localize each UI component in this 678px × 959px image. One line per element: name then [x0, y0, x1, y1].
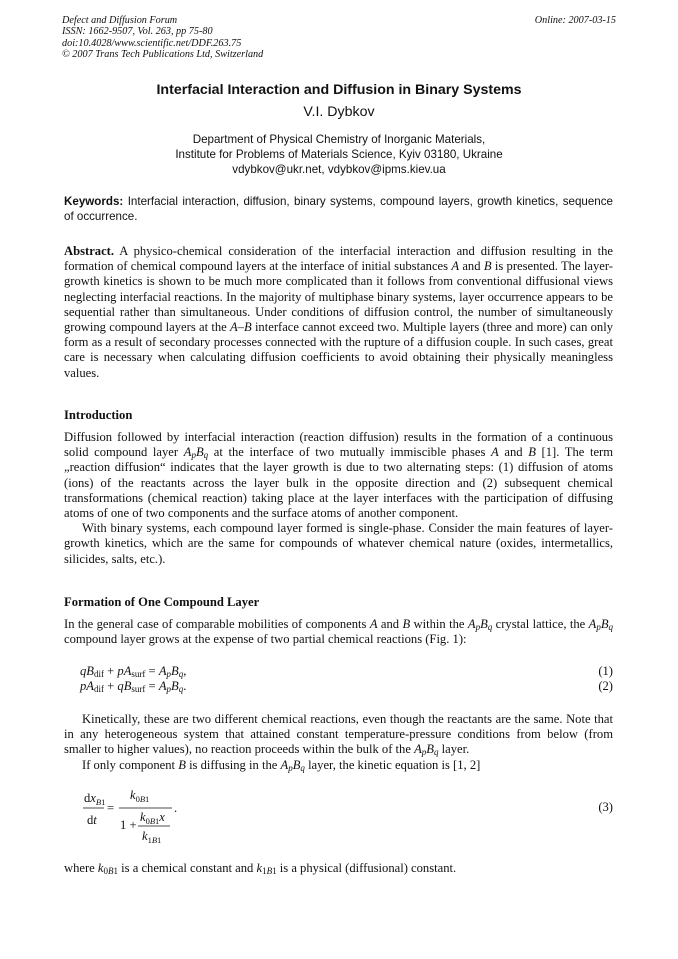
sec2-symbol-b: B	[402, 617, 411, 631]
svg-text:k1B1: $k_1B1$	[142, 829, 162, 845]
svg-text:dxB1: $dx_B1$	[84, 791, 106, 807]
abstract-text-2: is presented. The layer-growth kinetics is shown to be much more complicated than it follows from conventional diffusional views neglecting interfacial reactions. In the majority of multiphase binary systems, layer occurrence appears to be sequential rather than simultaneous. Under conditions of diffusion control, the number of simultaneously growing compound layers at the	[64, 259, 613, 335]
section-heading-one-layer: Formation of One Compound Layer	[64, 595, 260, 609]
sec2-text-4c: is a physical (diffusional) constant.	[279, 861, 457, 875]
sec2-text-4a: where	[64, 861, 95, 875]
abstract-symbol-b: B	[483, 259, 492, 274]
abstract-text-1: A physico-chemical consideration of the interfacial interaction and diffusion resulting in the formation of chemical compound layers at the interface of initial substances	[64, 244, 613, 274]
compound-formula: $A_pB_q$	[588, 617, 614, 632]
svg-text:dt: dt	[87, 813, 97, 827]
intro-paragraph-2: With binary systems, each compound layer formed is single-phase. Consider the main features of layer-growth kinetics, which are the same for compounds of whatever chemical nature (oxides, intermetallics, silicides, salts, etc.).	[64, 521, 613, 566]
equation-3-formula	[78, 788, 198, 848]
svg-text:=: =	[107, 801, 115, 815]
affiliation-line-2: Institute for Problems of Materials Science, Kyiv 03180, Ukraine	[175, 148, 503, 162]
equation-1: $qB_{dif} + pA_{surf} = A_pB_q$, (1)	[80, 664, 613, 679]
k1-subscript: 1B1	[262, 866, 277, 876]
compound-formula: $A_pB_q$	[467, 617, 493, 632]
journal-header	[62, 15, 616, 61]
compound-formula: $A_pB_q$	[183, 445, 209, 461]
k0-subscript: 0B1	[103, 866, 119, 876]
doi-line: doi:10.4028/www.scientific.net/DDF.263.75	[62, 37, 242, 49]
abstract-symbol-a: A	[451, 259, 460, 274]
intro-symbol-a: A	[491, 445, 499, 460]
abstract-text-3: interface cannot exceed two. Multiple layers (three and more) can only form as a result of secondary processes connected with the rupture of a diffusion couple. In such cases, great care is necessary when calculating diffusion coefficients to avoid obtaining their physically meaningless values.	[64, 320, 614, 380]
equation-2-number: (2)	[598, 679, 613, 693]
sec2-text-2-end: layer.	[441, 742, 470, 757]
abstract-label: Abstract.	[64, 244, 115, 258]
journal-name: Defect and Diffusion Forum	[62, 15, 178, 26]
section2-para-2	[64, 712, 613, 773]
compound-formula: $A_pB_q$	[280, 757, 305, 773]
issn-line: ISSN: 1662-9507, Vol. 263, pp 75-80	[62, 26, 213, 38]
section2-para-1	[64, 617, 613, 647]
sec2-text-1c: crystal lattice, the	[495, 617, 586, 631]
affiliation	[0, 132, 678, 178]
intro-text-1c: [1]. The term „reaction diffusion“ indicates that the layer growth is due to two alternating steps: (1) diffusion of atoms (ions) of the reactants across the layer bulk in the opposite direction and (2) subsequent chemical transformations (chemical reaction) taking place at the layer interfaces with the participation of diffusing atoms of one of two components and the surface atoms of another component.	[64, 445, 614, 521]
keywords-text: Interfacial interaction, diffusion, binary systems, compound layers, growth kinetics, sequence of occurrence.	[64, 195, 613, 224]
k1-constant: k	[256, 861, 263, 875]
compound-formula: $A_pB_q$	[414, 742, 439, 758]
paper-author: V.I. Dybkov	[303, 104, 375, 120]
section-heading-introduction: Introduction	[64, 408, 133, 422]
svg-text:.: .	[174, 801, 178, 815]
svg-text:1 +: 1 +	[120, 818, 137, 832]
sec2-symbol-a: A	[369, 617, 378, 631]
sec2-text-1a: In the general case of comparable mobilities of components	[64, 617, 367, 631]
sec2-text-4b: is a chemical constant and	[121, 861, 254, 875]
sec2-text-3b: is diffusing in the	[189, 757, 278, 772]
equation-1-number: (1)	[598, 664, 613, 678]
abstract-and: and	[462, 259, 481, 274]
intro-text-1b: at the interface of two mutually immiscible phases	[213, 445, 486, 460]
online-date: Online: 2007-03-15	[534, 15, 616, 26]
copyright-line: © 2007 Trans Tech Publications Ltd, Switzerland	[62, 49, 264, 61]
author-emails: vdybkov@ukr.net, vdybkov@ipms.kiev.ua	[232, 163, 446, 177]
keywords	[64, 194, 613, 224]
equation-3-number: (3)	[598, 800, 613, 814]
sec2-text-3a: If only component	[82, 757, 176, 772]
sec2-text-3c: layer, the kinetic equation is [1, 2]	[308, 757, 481, 772]
introduction-body	[64, 430, 613, 567]
equation-2: $pA_{dif} + qB_{surf} = A_pB_q$. (2)	[80, 679, 613, 694]
svg-text:k0B1x: $k_0B1x$	[140, 810, 165, 826]
intro-text-1a: Diffusion followed by interfacial interaction (reaction diffusion) results in the formation of a continuous solid compound layer	[64, 430, 613, 460]
sec2-and: and	[380, 617, 400, 631]
affiliation-line-1: Department of Physical Chemistry of Inorganic Materials,	[192, 133, 486, 146]
intro-symbol-b: B	[528, 445, 536, 460]
sec2-text-1d: compound layer grows at the expense of two partial chemical reactions (Fig. 1):	[64, 632, 467, 647]
section2-para-3	[64, 861, 613, 876]
intro-and: and	[504, 445, 523, 460]
abstract	[64, 244, 613, 381]
k0-constant: k	[97, 861, 104, 875]
keywords-label: Keywords:	[64, 195, 124, 208]
abstract-interface: A–B	[229, 320, 252, 335]
sec2-symbol-b-2: B	[178, 757, 186, 772]
svg-text:k0B1: $k_0B1$	[130, 788, 150, 804]
sec2-text-2: Kinetically, these are two different chemical reactions, even though the reactants are the same. Note that in any heterogeneous system that attained constant temperature-pressure conditions from below (from smaller to higher values), no reaction proceeds within the bulk of the	[64, 712, 613, 757]
sec2-text-1b: within the	[413, 617, 465, 631]
paper-title: Interfacial Interaction and Diffusion in Binary Systems	[156, 82, 522, 98]
equation-3	[78, 788, 613, 848]
